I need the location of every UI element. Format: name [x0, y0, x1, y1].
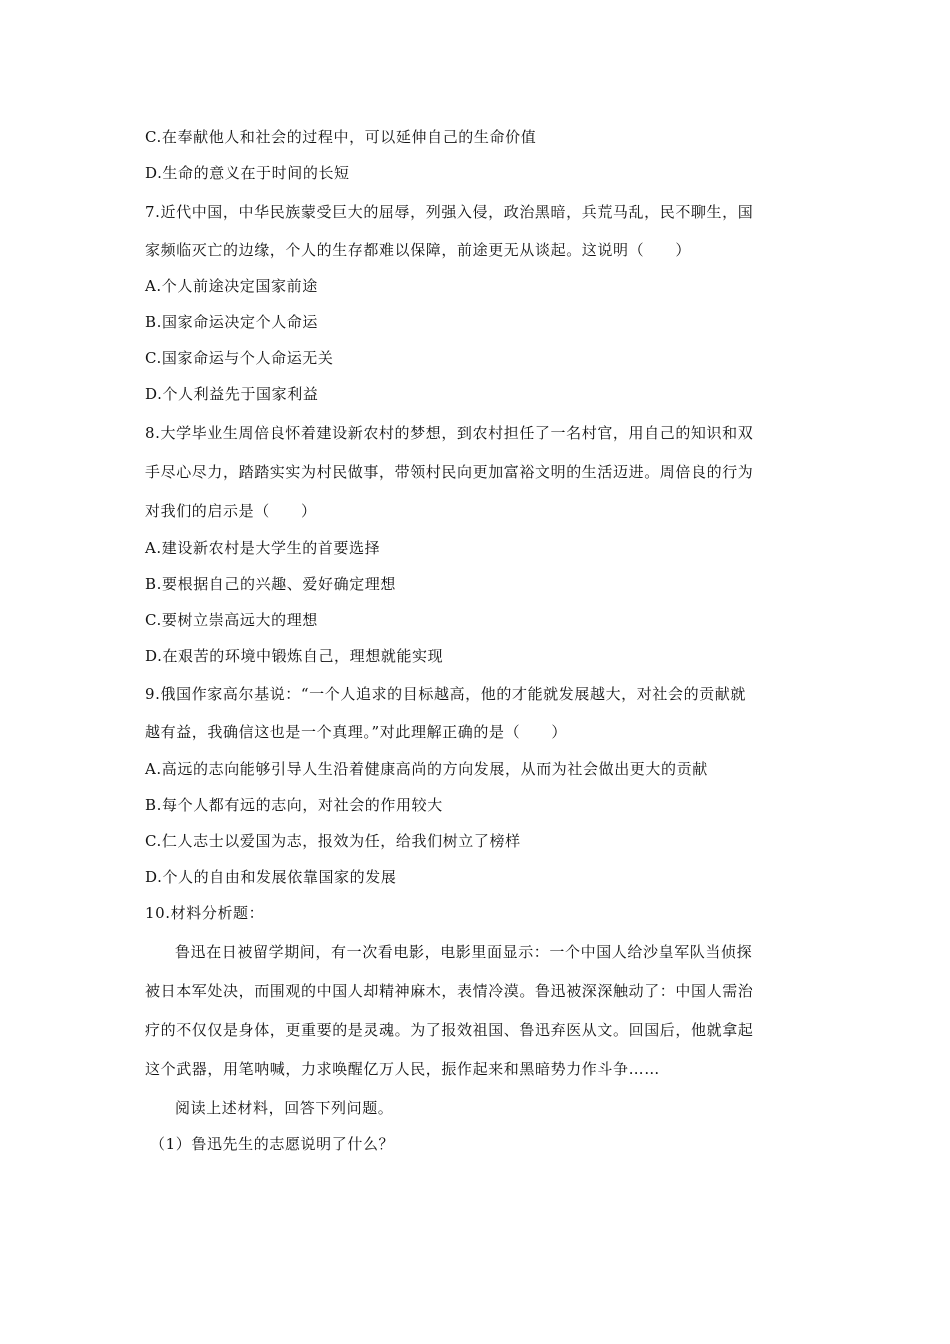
question-8-line-1: 8.大学毕业生周倍良怀着建设新农村的梦想，到农村担任了一名村官，用自己的知识和双 [145, 424, 754, 442]
option-d-q6: D.生命的意义在于时间的长短 [145, 164, 350, 182]
option-b-q9: B.每个人都有远的志向，对社会的作用较大 [145, 796, 443, 814]
reading-instruction: 阅读上述材料，回答下列问题。 [175, 1099, 394, 1117]
question-7-line-1: 7.近代中国，中华民族蒙受巨大的屈辱，列强入侵，政治黑暗，兵荒马乱，民不聊生，国 [145, 203, 754, 221]
question-9-line-2: 越有益，我确信这也是一个真理。”对此理解正确的是（ ） [145, 723, 567, 741]
option-b-q8: B.要根据自己的兴趣、爱好确定理想 [145, 575, 396, 593]
question-9-line-1: 9.俄国作家高尔基说：“一个人追求的目标越高，他的才能就发展越大，对社会的贡献就 [145, 685, 746, 703]
material-line-2: 被日本军处决，而围观的中国人却精神麻木，表情冷漠。鲁迅被深深触动了：中国人需治 [145, 982, 754, 1000]
option-a-q7: A.个人前途决定国家前途 [145, 277, 318, 295]
option-c-q8: C.要树立崇高远大的理想 [145, 611, 318, 629]
option-c-q7: C.国家命运与个人命运无关 [145, 349, 334, 367]
material-line-1: 鲁迅在日被留学期间，有一次看电影，电影里面显示：一个中国人给沙皇军队当侦探 [175, 943, 753, 961]
option-d-q8: D.在艰苦的环境中锻炼自己，理想就能实现 [145, 647, 444, 665]
option-b-q7: B.国家命运决定个人命运 [145, 313, 318, 331]
question-10-heading: 10.材料分析题： [145, 904, 265, 922]
question-8-line-2: 手尽心尽力，踏踏实实为村民做事，带领村民向更加富裕文明的生活迈进。周倍良的行为 [145, 463, 754, 481]
material-line-4: 这个武器，用笔呐喊，力求唤醒亿万人民，振作起来和黑暗势力作斗争…… [145, 1060, 660, 1078]
option-a-q8: A.建设新农村是大学生的首要选择 [145, 539, 381, 557]
question-7-line-2: 家频临灭亡的边缘，个人的生存都难以保障，前途更无从谈起。这说明（ ） [145, 241, 692, 259]
option-d-q9: D.个人的自由和发展依靠国家的发展 [145, 868, 397, 886]
sub-question-1: （1）鲁迅先生的志愿说明了什么？ [150, 1135, 395, 1153]
option-d-q7: D.个人利益先于国家利益 [145, 385, 319, 403]
material-line-3: 疗的不仅仅是身体，更重要的是灵魂。为了报效祖国、鲁迅弃医从文。回国后，他就拿起 [145, 1021, 754, 1039]
question-8-line-3: 对我们的启示是（ ） [145, 502, 317, 520]
option-c-q6: C.在奉献他人和社会的过程中，可以延伸自己的生命价值 [145, 128, 537, 146]
option-a-q9: A.高远的志向能够引导人生沿着健康高尚的方向发展，从而为社会做出更大的贡献 [145, 760, 708, 778]
option-c-q9: C.仁人志士以爱国为志，报效为任，给我们树立了榜样 [145, 832, 521, 850]
